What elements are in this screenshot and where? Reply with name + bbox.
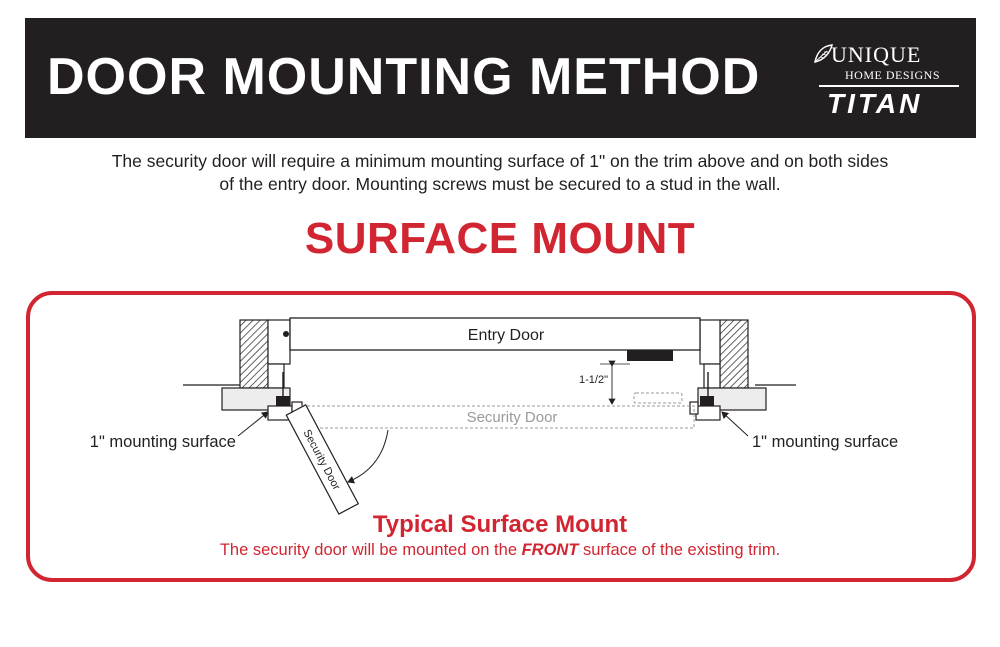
entry-door-handle xyxy=(627,350,673,361)
caption-title: Typical Surface Mount xyxy=(372,511,628,538)
right-callout-leader xyxy=(722,412,748,436)
logo-sub-text: HOME DESIGNS xyxy=(845,68,941,82)
security-door-label: Security Door xyxy=(466,409,558,426)
right-callout-label: 1" mounting surface xyxy=(752,433,899,451)
left-callout-leader xyxy=(238,412,268,436)
intro-line-1: The security door will require a minimum mounting surface of 1" on the trim above and on both sides xyxy=(111,151,889,171)
section-title: SURFACE MOUNT xyxy=(304,214,696,263)
logo-brand-text: UNIQUE xyxy=(831,42,922,67)
entry-door-label: Entry Door xyxy=(467,327,545,344)
right-jamb xyxy=(690,320,766,420)
intro-line-2: of the entry door. Mounting screws must be secured to a stud in the wall. xyxy=(219,174,781,194)
left-callout-label: 1" mounting surface xyxy=(89,433,236,451)
swing-arc xyxy=(348,430,388,482)
security-door-open-label: Security Door xyxy=(300,427,343,493)
security-door-handle xyxy=(634,393,682,403)
caption-emphasis: FRONT xyxy=(521,541,579,559)
caption-text-before: The security door will be mounted on the xyxy=(219,541,522,559)
caption-text-after: surface of the existing trim. xyxy=(578,541,781,559)
caption-text xyxy=(0,540,1000,560)
gap-dimension-label: 1-1/2" xyxy=(579,374,608,386)
logo-product-text: TITAN xyxy=(827,88,923,119)
page-title: DOOR MOUNTING METHOD xyxy=(47,48,761,106)
security-door-open xyxy=(286,405,358,514)
